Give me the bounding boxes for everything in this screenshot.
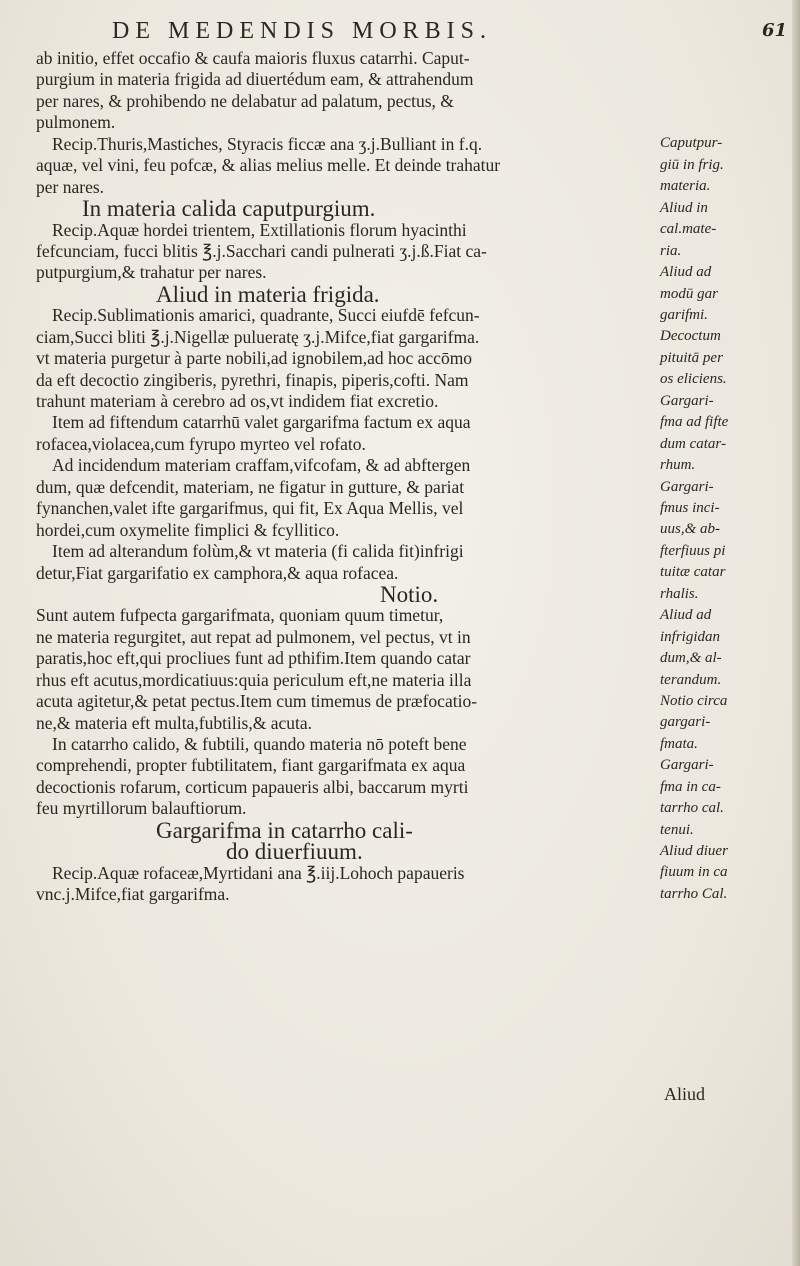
margin-note: uus,& ab- [660,521,720,537]
margin-note: Gargari- [660,393,714,409]
text-line: fefcunciam, fucci blitis ℥.j.Sacchari candi pulnerati ʒ.j.ß.Fiat ca- [36,240,487,261]
text-line: rofacea,violacea,cum fyrupo myrteo vel rofato. [36,433,366,454]
text-line: In catarrho calido, & fubtili, quando materia nō poteft bene [52,734,467,754]
margin-note: rhum. [660,457,696,473]
margin-note: fmus inci- [660,500,720,516]
text-line: hordei,cum oxymelite fimplici & fcyllitico. [36,519,340,540]
margin-note: terandum. [660,672,722,688]
text-line: trahunt materiam à cerebro ad os,vt indidem fiat excretio. [36,391,439,411]
margin-note: Decoctum [660,328,721,344]
main-text-column [36,48,656,906]
text-line: per nares. [36,176,105,197]
section-heading: Gargarifma in catarrho cali- [156,817,413,843]
text-line: Sunt autem fufpecta gargarifmata, quoniam quum timetur, [36,605,444,626]
margin-note: Aliud ad [660,264,712,280]
text-line: Item ad alterandum folùm,& vt materia (fi calida fit)infrigi [52,541,464,562]
margin-note: fma ad fifte [660,414,729,430]
recipe-line: Recip.Sublimationis amarici, quadrante, Succi eiufdē fefcun- [52,305,480,326]
margin-note: Gargari- [660,757,714,773]
text-line: acuta agitetur,& petat pectus.Item cum timemus de præfocatio- [36,691,478,712]
text-line: fynanchen,valet ifte gargarifmus, qui fit, Ex Aqua Mellis, vel [36,498,464,519]
section-heading: Aliud in materia frigida. [156,281,380,307]
text-line: vt materia purgetur à parte nobili,ad ignobilem,ad hoc accōmo [36,348,473,369]
text-line: paratis,hoc eft,qui procliues funt ad pthifim.Item quando catar [36,648,471,669]
recipe-line: Recip.Aquæ hordei trientem, Extillationis florum hyacinthi [52,219,467,240]
margin-note: tenui. [660,822,694,838]
text-line: purgium in materia frigida ad diuertédum eam, & attrahendum [36,69,474,90]
text-line: ne materia regurgitet, aut repat ad pulmonem, vel pectus, vt in [36,626,471,647]
page-edge [792,0,800,1266]
margin-note: tarrho cal. [660,800,724,816]
text-line: aquæ, vel vini, feu pofcæ, & alias melius melle. Et deinde trahatur [36,155,501,176]
margin-note: giū in frig. [660,157,724,173]
margin-note: fma in ca- [660,779,721,795]
recipe-line: Recip.Aquæ rofaceæ,Myrtidani ana ℥.iij.Lohoch papaueris [52,862,465,883]
margin-note: fterfiuus pi [660,543,726,559]
margin-note: dum,& al- [660,650,722,666]
section-heading: In materia calida caputpurgium. [82,196,376,222]
text-line: Ad incidendum materiam craffam,vifcofam, & ad abftergen [52,455,471,476]
margin-note: Aliud diuer [660,843,728,859]
margin-note: os eliciens. [660,371,727,387]
margin-note: pituitā per [660,350,723,366]
page-number: 61 [762,20,788,41]
text-line: vnc.j.Mifce,fiat gargarifma. [36,884,230,905]
text-line: Item ad fiftendum catarrhū valet gargarifma factum ex aqua [52,412,471,433]
margin-note: garifmi. [660,307,708,323]
text-line: comprehendi, propter fubtilitatem, fiant gargarifmata ex aqua [36,755,466,776]
margin-note: gargari- [660,714,711,730]
margin-note: fmata. [660,736,698,752]
text-line: pulmonem. [36,112,116,133]
margin-note: tuitæ catar [660,564,726,580]
section-heading: do diuerfiuum. [226,839,363,865]
catchword: Aliud [664,1084,706,1104]
margin-note: materia. [660,178,711,194]
text-line: decoctionis rofarum, corticum papaueris albi, baccarum myrti [36,776,469,797]
text-line: ciam,Succi bliti ℥.j.Nigellæ pulueratę ʒ.j.Mifce,fiat gargarifma. [36,326,480,347]
margin-note: fiuum in ca [660,864,728,880]
margin-note: modū gar [660,286,718,302]
section-heading: Notio. [380,581,439,607]
text-line: rhus eft acutus,mordicatiuus:quia periculum eft,ne materia illa [36,669,472,690]
text-line: putpurgium,& trahatur per nares. [36,262,267,283]
recipe-line: Recip.Thuris,Mastiches, Styracis ficcæ ana ʒ.j.Bulliant in f.q. [52,133,483,154]
margin-note: Notio circa [660,693,728,709]
running-title: DE MEDENDIS MORBIS. [112,18,493,44]
margin-note: cal.mate- [660,221,717,237]
margin-note: Gargari- [660,479,714,495]
text-line: feu myrtillorum balauftiorum. [36,798,247,819]
margin-note: dum catar- [660,436,726,452]
text-line: da eft decoctio zingiberis, pyrethri, finapis, piperis,cofti. Nam [36,369,469,390]
margin-note: Aliud in [660,200,708,216]
margin-note: infrigidan [660,629,721,645]
margin-note: tarrho Cal. [660,886,728,902]
text-line: ab initio, effet occafio & caufa maioris fluxus catarrhi. Caput- [36,48,470,68]
text-line: per nares, & prohibendo ne delabatur ad palatum, pectus, & [36,90,454,111]
margin-note: rhalis. [660,586,699,602]
text-line: detur,Fiat gargarifatio ex camphora,& aqua rofacea. [36,562,399,583]
margin-note: Aliud ad [660,607,712,623]
text-line: ne,& materia eft multa,fubtilis,& acuta. [36,712,313,733]
margin-note: ria. [660,243,682,259]
margin-note: Caputpur- [660,135,723,151]
text-line: dum, quæ defcendit, materiam, ne figatur in gutture, & pariat [36,476,465,497]
